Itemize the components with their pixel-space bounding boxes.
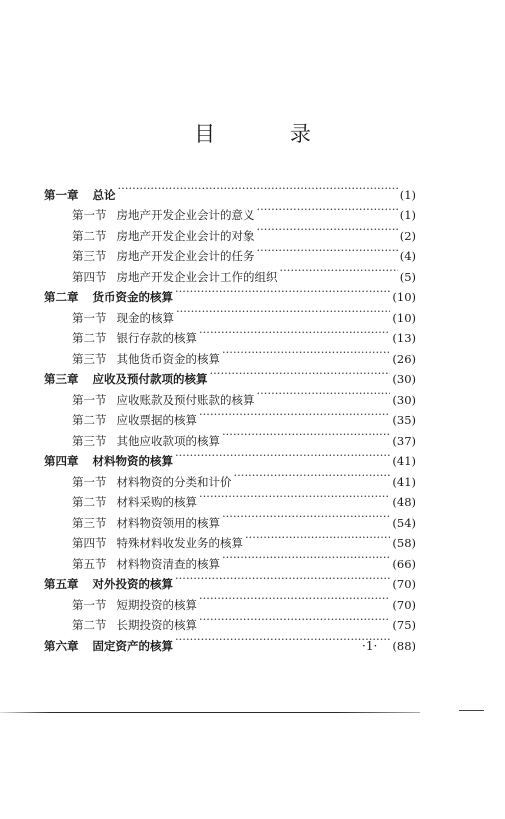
toc-entry-title: 货币资金的核算 bbox=[92, 290, 173, 304]
table-of-contents bbox=[44, 178, 416, 653]
toc-entry-number: 第五节 bbox=[72, 556, 107, 571]
toc-entry-page: (10) bbox=[392, 290, 416, 304]
toc-entry-title: 总论 bbox=[92, 187, 116, 202]
toc-entry-title: 短期投资的核算 bbox=[116, 597, 197, 612]
toc-entry-page: (26) bbox=[392, 351, 416, 366]
toc-entry-page: (41) bbox=[392, 454, 416, 468]
toc-entry-number: 第二章 bbox=[44, 290, 79, 304]
toc-entry-number: 第二节 bbox=[72, 228, 107, 243]
toc-entry-title: 其他货币资金的核算 bbox=[116, 351, 220, 366]
dot-leader bbox=[222, 547, 390, 568]
toc-entry-number: 第四节 bbox=[72, 269, 107, 284]
toc-entry-page: (41) bbox=[392, 474, 416, 489]
toc-entry-page: (4) bbox=[399, 249, 416, 263]
dot-leader bbox=[257, 383, 391, 404]
page-number: ·1· bbox=[362, 639, 378, 653]
toc-entry-page: (66) bbox=[392, 556, 416, 571]
dot-leader bbox=[175, 629, 390, 650]
toc-entry-number: 第三节 bbox=[72, 249, 107, 263]
dot-leader bbox=[199, 404, 390, 425]
toc-entry-number: 第四章 bbox=[44, 454, 79, 468]
toc-entry-title: 房地产开发企业会计的对象 bbox=[116, 228, 255, 243]
dot-leader bbox=[210, 363, 391, 384]
toc-entry-number: 第五章 bbox=[44, 577, 79, 591]
toc-entry-page: (2) bbox=[399, 228, 416, 243]
toc-entry-title: 应收及预付款项的核算 bbox=[92, 372, 208, 386]
toc-entry-page: (70) bbox=[392, 577, 416, 591]
toc-entry-number: 第二节 bbox=[72, 618, 107, 632]
toc-entry-title: 现金的核算 bbox=[116, 310, 174, 325]
dot-leader bbox=[199, 486, 390, 507]
toc-entry-title: 特殊材料收发业务的核算 bbox=[116, 536, 243, 550]
dot-leader bbox=[257, 199, 398, 220]
dot-leader bbox=[222, 424, 390, 445]
toc-entry-page: (54) bbox=[392, 515, 416, 530]
dot-leader bbox=[234, 465, 391, 486]
dot-leader bbox=[199, 322, 390, 343]
toc-entry-number: 第二节 bbox=[72, 331, 107, 345]
toc-entry-page: (1) bbox=[399, 208, 416, 222]
toc-entry-title: 应收票据的核算 bbox=[116, 413, 197, 427]
dot-leader bbox=[199, 609, 390, 630]
footer-rule bbox=[0, 712, 420, 713]
dot-leader bbox=[176, 301, 390, 322]
toc-entry-number: 第一节 bbox=[72, 597, 107, 612]
toc-entry-title: 其他应收款项的核算 bbox=[116, 433, 220, 448]
toc-entry-title: 房地产开发企业会计的任务 bbox=[116, 249, 255, 263]
toc-entry-number: 第六章 bbox=[44, 638, 79, 653]
toc-entry-number: 第四节 bbox=[72, 536, 107, 550]
toc-entry-page: (35) bbox=[392, 413, 416, 427]
dot-leader bbox=[222, 342, 390, 363]
toc-entry-page: (1) bbox=[399, 187, 416, 202]
dot-leader bbox=[118, 178, 398, 199]
toc-entry-number: 第三节 bbox=[72, 351, 107, 366]
toc-entry-number: 第三章 bbox=[44, 372, 79, 386]
footer-rule-short bbox=[459, 710, 484, 711]
dot-leader bbox=[257, 219, 398, 240]
toc-entry-number: 第一节 bbox=[72, 474, 107, 489]
toc-entry-page: (13) bbox=[392, 331, 416, 345]
toc-entry-title: 长期投资的核算 bbox=[116, 618, 197, 632]
toc-entry-title: 材料采购的核算 bbox=[116, 495, 197, 509]
dot-leader bbox=[199, 588, 390, 609]
toc-entry-title: 固定资产的核算 bbox=[92, 638, 173, 653]
dot-leader bbox=[175, 281, 390, 302]
toc-entry-title: 材料物资领用的核算 bbox=[116, 515, 220, 530]
toc-entry-page: (70) bbox=[392, 597, 416, 612]
toc-entry-title: 房地产开发企业会计的意义 bbox=[116, 208, 255, 222]
toc-entry-page: (5) bbox=[399, 269, 416, 284]
toc-entry-number: 第一章 bbox=[44, 187, 79, 202]
dot-leader bbox=[245, 527, 390, 548]
toc-entry-number: 第一节 bbox=[72, 392, 107, 407]
toc-entry-title: 应收账款及预付账款的核算 bbox=[116, 392, 255, 407]
toc-entry-page: (48) bbox=[392, 495, 416, 509]
toc-entry-page: (37) bbox=[392, 433, 416, 448]
toc-entry-page: (30) bbox=[392, 392, 416, 407]
toc-entry-number: 第一节 bbox=[72, 310, 107, 325]
toc-entry-page: (75) bbox=[392, 618, 416, 632]
toc-entry-title: 材料物资的分类和计价 bbox=[116, 474, 232, 489]
dot-leader bbox=[257, 240, 398, 261]
toc-entry-page: (10) bbox=[392, 310, 416, 325]
dot-leader bbox=[222, 506, 390, 527]
dot-leader bbox=[175, 568, 390, 589]
toc-entry-number: 第二节 bbox=[72, 413, 107, 427]
toc-chapter-entry bbox=[44, 178, 416, 202]
toc-entry-number: 第一节 bbox=[72, 208, 107, 222]
toc-entry-title: 材料物资清查的核算 bbox=[116, 556, 220, 571]
dot-leader bbox=[280, 260, 398, 281]
toc-entry-page: (88) bbox=[392, 638, 416, 653]
toc-entry-title: 银行存款的核算 bbox=[116, 331, 197, 345]
toc-entry-title: 房地产开发企业会计工作的组织 bbox=[116, 269, 278, 284]
toc-entry-title: 对外投资的核算 bbox=[92, 577, 173, 591]
toc-entry-number: 第三节 bbox=[72, 515, 107, 530]
toc-entry-title: 材料物资的核算 bbox=[92, 454, 173, 468]
toc-entry-page: (30) bbox=[392, 372, 416, 386]
toc-entry-page: (58) bbox=[392, 536, 416, 550]
toc-entry-number: 第三节 bbox=[72, 433, 107, 448]
dot-leader bbox=[175, 445, 390, 466]
page-title: 目 录 bbox=[194, 122, 345, 146]
toc-entry-number: 第二节 bbox=[72, 495, 107, 509]
